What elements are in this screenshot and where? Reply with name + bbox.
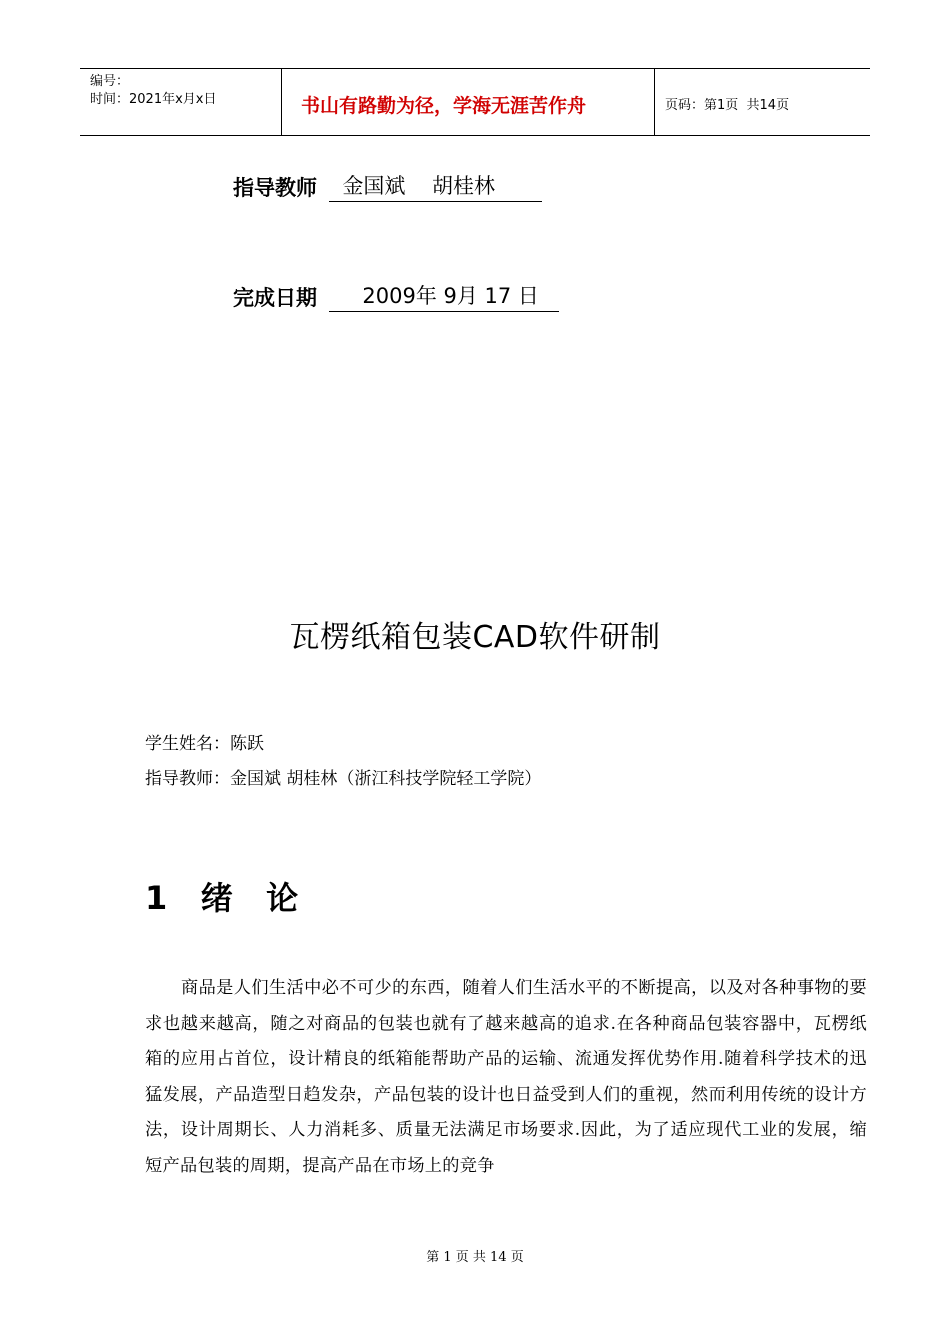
advisor-line bbox=[233, 170, 542, 202]
section-heading: 1 绪 论 bbox=[145, 879, 299, 917]
paper-title: 瓦楞纸箱包装CAD软件研制 bbox=[289, 620, 661, 655]
date-line bbox=[233, 280, 559, 312]
header-page-cell bbox=[655, 69, 870, 135]
header-table bbox=[80, 68, 870, 136]
time-label: 时间：2021年x月x日 bbox=[90, 92, 217, 107]
advisor-value: 金国斌 胡桂林 bbox=[329, 170, 542, 202]
page-footer: 第 1 页 共 14 页 bbox=[426, 1250, 524, 1265]
advisor-label: 指导教师 bbox=[233, 176, 317, 200]
header-page-info: 页码：第1页 共14页 bbox=[665, 97, 790, 113]
date-value: 2009年 9月 17 日 bbox=[329, 280, 559, 312]
header-left-cell bbox=[80, 69, 282, 135]
serial-label: 编号： bbox=[90, 74, 130, 89]
student-name: 学生姓名：陈跃 bbox=[145, 734, 264, 754]
header-motto-cell bbox=[282, 69, 655, 135]
date-label: 完成日期 bbox=[233, 286, 317, 310]
advisor-info: 指导教师：金国斌 胡桂林（浙江科技学院轻工学院） bbox=[145, 769, 542, 789]
header-motto: 书山有路勤为径，学海无涯苦作舟 bbox=[301, 94, 587, 117]
body-paragraph: 商品是人们生活中必不可少的东西，随着人们生活水平的不断提高，以及对各种事物的要求也越来越高，随之对商品的包装也就有了越来越高的追求.在各种商品包装容器中，瓦楞纸箱的应用占首位，设计精良的纸箱能帮助产品的运输、流通发挥优势作用.随着科学技术的迅猛发展，产品造型日趋发杂，产品包装的设计也日益受到人们的重视，然而利用传统的设计方法，设计周期长、人力消耗多、质量无法满足市场要求.因此，为了适应现代工业的发展，缩短产品包装的周期，提高产品在市场上的竞争 bbox=[145, 978, 867, 1176]
